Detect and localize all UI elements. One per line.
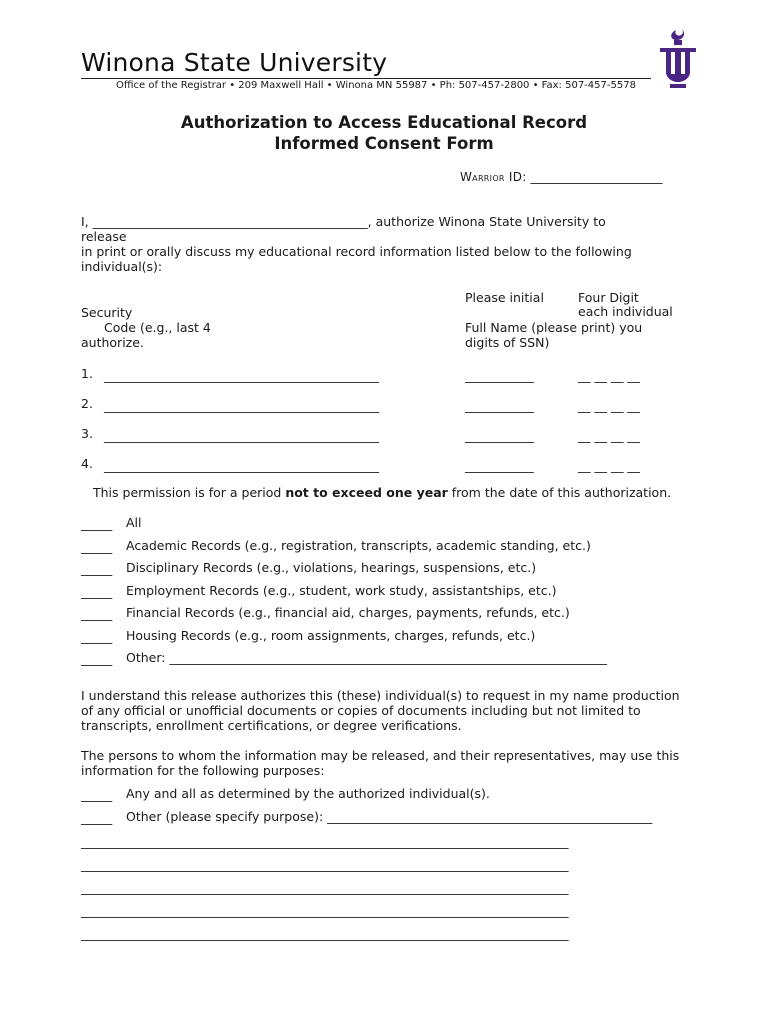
record-label: Housing Records (e.g., room assignments, charges, refunds, etc.) <box>126 628 536 643</box>
record-label: Financial Records (e.g., financial aid, charges, payments, refunds, etc.) <box>126 605 570 620</box>
warrior-id-field[interactable] <box>460 170 662 185</box>
understand-line-3: transcripts, enrollment certifications, or degree verifications. <box>81 718 462 733</box>
code-blank[interactable]: __ __ __ __ <box>578 458 640 473</box>
row-number: 4. <box>81 456 93 471</box>
col-security-code-2: Code (e.g., last 4 <box>104 320 211 335</box>
understand-line-2: of any official or unofficial documents or copies of documents including but not limited to <box>81 703 641 718</box>
purpose-label: Any and all as determined by the authorized individual(s). <box>126 786 490 801</box>
initial-blank[interactable]: ___________ <box>465 398 534 413</box>
header-rule <box>81 78 651 79</box>
purpose-fill-line[interactable]: ______________________________________________________________________________ <box>81 834 569 849</box>
name-blank[interactable]: ____________________________________________ <box>104 458 379 473</box>
form-subtitle: Informed Consent Form <box>274 134 494 153</box>
name-blank[interactable]: ____________________________________________ <box>104 428 379 443</box>
wsu-torch-w-logo <box>656 28 700 90</box>
record-check-blank[interactable]: _____ <box>81 539 113 554</box>
code-blank[interactable]: __ __ __ __ <box>578 428 640 443</box>
purposes-intro-line-1: The persons to whom the information may be released, and their representatives, may use this <box>81 748 680 763</box>
intro-line-1: I, ____________________________________________, authorize Winona State University to <box>81 214 606 229</box>
university-name: Winona State University <box>81 48 388 77</box>
col-four-digit-1: Four Digit <box>578 290 639 305</box>
permission-pre: This permission is for a period <box>93 485 286 500</box>
purpose-check-blank[interactable]: _____ <box>81 810 113 825</box>
record-check-blank[interactable]: _____ <box>81 606 113 621</box>
initial-blank[interactable]: ___________ <box>465 368 534 383</box>
row-number: 2. <box>81 396 93 411</box>
warrior-id-label: Warrior ID: <box>460 170 527 184</box>
warrior-id-blank[interactable]: ______________________ <box>530 170 663 184</box>
initial-blank[interactable]: ___________ <box>465 428 534 443</box>
col-security-code-3: authorize. <box>81 335 144 350</box>
purpose-fill-line[interactable]: ______________________________________________________________________________ <box>81 857 569 872</box>
record-check-blank[interactable]: _____ <box>81 516 113 531</box>
initial-blank[interactable]: ___________ <box>465 458 534 473</box>
row-number: 3. <box>81 426 93 441</box>
record-label: Academic Records (e.g., registration, transcripts, academic standing, etc.) <box>126 538 591 553</box>
name-blank[interactable]: ____________________________________________ <box>104 368 379 383</box>
col-four-digit-2: each individual <box>578 304 673 319</box>
permission-post: from the date of this authorization. <box>447 485 672 500</box>
form-title: Authorization to Access Educational Record <box>180 113 588 132</box>
permission-bold: not to exceed one year <box>285 485 448 500</box>
col-initial-1: Please initial <box>465 290 544 305</box>
intro-line-4: individual(s): <box>81 259 163 274</box>
purpose-fill-line[interactable]: ______________________________________________________________________________ <box>81 903 569 918</box>
col-security-code-1: Security <box>81 305 133 320</box>
record-label-other[interactable]: Other: ______________________________________________________________________ <box>126 650 607 665</box>
intro-line-2: release <box>81 229 127 244</box>
record-check-blank[interactable]: _____ <box>81 584 113 599</box>
code-blank[interactable]: __ __ __ __ <box>578 368 640 383</box>
record-label: Employment Records (e.g., student, work study, assistantships, etc.) <box>126 583 557 598</box>
record-label: All <box>126 515 142 530</box>
office-contact-line: Office of the Registrar • 209 Maxwell Hall • Winona MN 55987 • Ph: 507-457-2800 • Fax: 507-457-5578 <box>116 80 636 91</box>
purpose-fill-line[interactable]: ______________________________________________________________________________ <box>81 880 569 895</box>
purpose-label-other[interactable]: Other (please specify purpose): ____________________________________________________ <box>126 809 653 824</box>
purpose-check-blank[interactable]: _____ <box>81 787 113 802</box>
col-initial-3: digits of SSN) <box>465 335 550 350</box>
col-initial-2: Full Name (please print) you <box>465 320 643 335</box>
record-check-blank[interactable]: _____ <box>81 561 113 576</box>
row-number: 1. <box>81 366 93 381</box>
name-blank[interactable]: ____________________________________________ <box>104 398 379 413</box>
record-check-blank[interactable]: _____ <box>81 629 113 644</box>
record-label: Disciplinary Records (e.g., violations, hearings, suspensions, etc.) <box>126 560 537 575</box>
code-blank[interactable]: __ __ __ __ <box>578 398 640 413</box>
purpose-fill-line[interactable]: ______________________________________________________________________________ <box>81 926 569 941</box>
understand-line-1: I understand this release authorizes this (these) individual(s) to request in my name production <box>81 688 680 703</box>
permission-statement <box>93 485 671 500</box>
record-check-blank[interactable]: _____ <box>81 651 113 666</box>
intro-line-3: in print or orally discuss my educational record information listed below to the following <box>81 244 632 259</box>
purposes-intro-line-2: information for the following purposes: <box>81 763 325 778</box>
